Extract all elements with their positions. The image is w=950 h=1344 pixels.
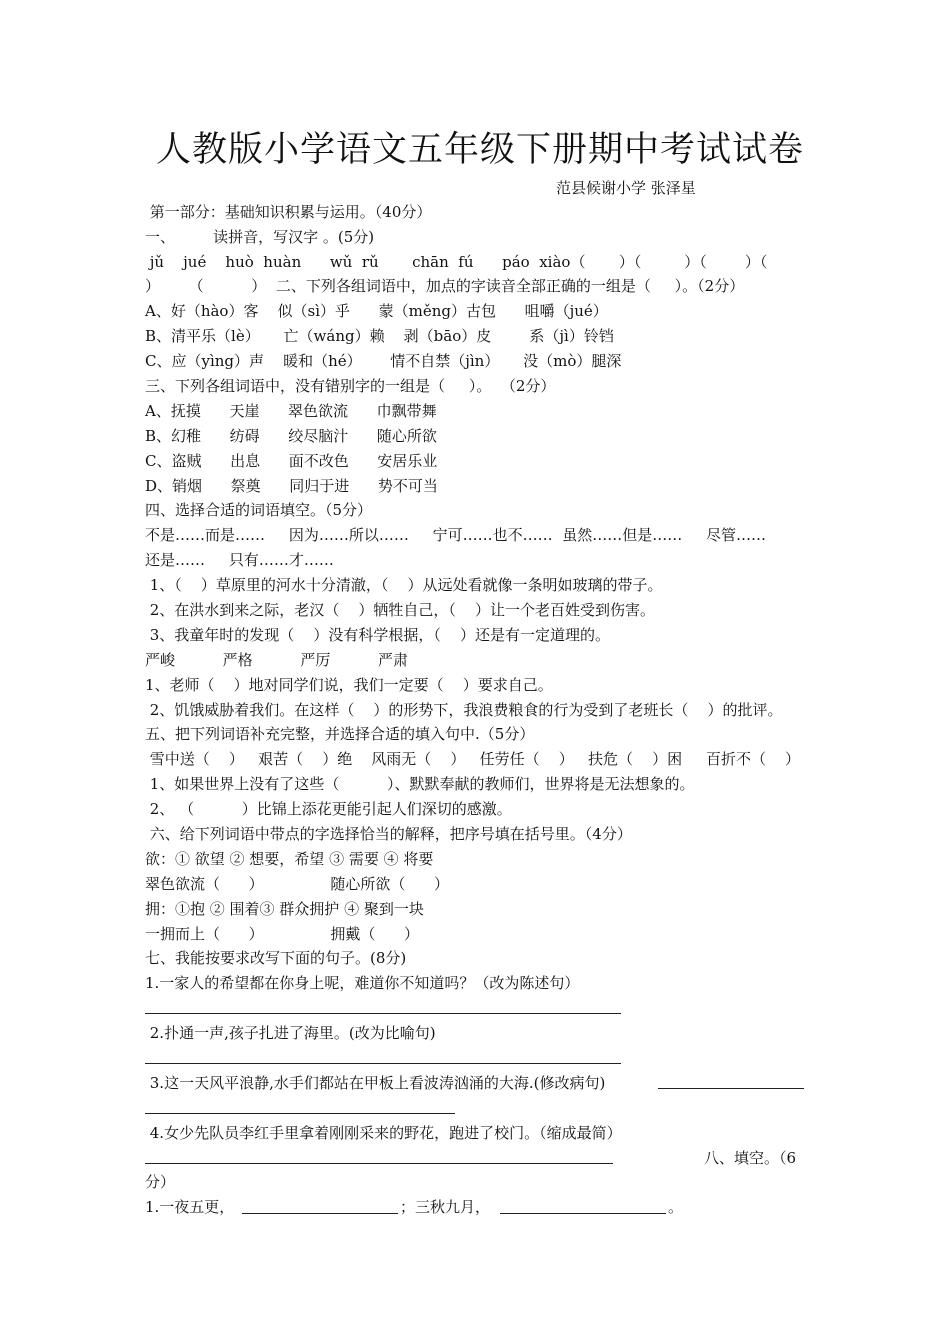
q5-words: 雪中送（ ） 艰苦（ ）绝 风雨无（ ） 任劳任（ ） 扶危（ ）困 百折不（ ）: [145, 750, 801, 768]
answer-line[interactable]: [145, 1013, 621, 1014]
q6-definitions-2: 拥：①抱 ② 围着③ 群众拥护 ④ 聚到一块: [145, 900, 424, 918]
q3-heading: 三、下列各组词语中，没有错别字的一组是（ ）。 （2分）: [145, 377, 556, 395]
q6-definitions-1: 欲：① 欲望 ② 想要，希望 ③ 需要 ④ 将要: [145, 850, 434, 868]
q7-item-2: 2.扑通一声,孩子扎进了海里。(改为比喻句): [145, 1024, 436, 1042]
q4-item-2: 2、在洪水到来之际，老汉（ ）牺牲自己，（ ）让一个老百姓受到伤害。: [145, 601, 655, 619]
q7-item-1: 1.一家人的希望都在你身上呢，难道你不知道吗？（改为陈述句）: [145, 974, 580, 992]
answer-line[interactable]: [145, 1163, 613, 1164]
q2-option-c: C、应（yìng）声 暖和（hé） 情不自禁（jìn） 没（mò）腿深: [145, 352, 622, 370]
answer-line[interactable]: [145, 1113, 455, 1114]
q4-item-3: 3、我童年时的发现（ ）没有科学根据，（ ）还是有一定道理的。: [145, 626, 610, 644]
q8-heading-cont: 分）: [145, 1173, 176, 1191]
q5-heading: 五、把下列词语补充完整，并选择合适的填入句中.（5分）: [145, 725, 535, 743]
q8-item-1-end: 。: [668, 1198, 684, 1216]
q4-word-bank-1: 不是……而是…… 因为……所以…… 宁可……也不…… 虽然……但是…… 尽管……: [145, 526, 767, 544]
q7-item-3: 3.这一天风平浪静,水手们都站在甲板上看波涛汹涌的大海.(修改病句): [145, 1074, 606, 1092]
q1-heading: 一、 读拼音，写汉字 。(5分): [145, 228, 375, 246]
q8-item-1-middle: ；三秋九月，: [400, 1198, 491, 1216]
page-title: 人教版小学语文五年级下册期中考试试卷: [155, 130, 804, 170]
answer-line[interactable]: [145, 1063, 621, 1064]
part-one-heading: 第一部分：基础知识积累与运用。（40分）: [145, 203, 432, 221]
q4-word-bank-3: 严峻 严格 严厉 严肃: [145, 651, 409, 669]
author-line: 范县候谢小学 张泽星: [556, 179, 696, 197]
q2-option-a: A、好（hào）客 似（sì）乎 蒙（měng）古包 咀嚼（jué）: [145, 302, 608, 320]
q7-heading: 七、我能按要求改写下面的句子。(8分): [145, 949, 407, 967]
q4-heading: 四、选择合适的词语填空。（5分）: [145, 501, 373, 519]
answer-line[interactable]: [500, 1213, 666, 1214]
q8-heading: 八、填空。（6: [704, 1149, 797, 1167]
q6-heading: 六、给下列词语中带点的字选择恰当的解释，把序号填在括号里。（4分）: [145, 825, 632, 843]
q4-word-bank-2: 还是…… 只有……才……: [145, 551, 334, 569]
q5-item-1: 1、如果世界上没有了这些（ ）、默默奉献的教师们，世界将是无法想象的。: [145, 775, 695, 793]
q3-option-b: B、幻稚 纺碍 绞尽脑汁 随心所欲: [145, 427, 437, 445]
q1-pinyin: jǔ jué huò huàn wǔ rǔ chān fú páo xiào（ ）（ ）（ ）（: [145, 253, 768, 271]
q3-option-d: D、销烟 祭奠 同归于进 势不可当: [145, 477, 438, 495]
answer-line[interactable]: [242, 1213, 398, 1214]
q4-item-4: 1、老师（ ）地对同学们说，我们一定要（ ）要求自己。: [145, 676, 553, 694]
q5-item-2: 2、 （ ）比锦上添花更能引起人们深切的感激。: [145, 800, 512, 818]
q4-item-5: 2、饥饿威胁着我们。在这样（ ）的形势下，我浪费粮食的行为受到了老班长（ ）的批评。: [145, 701, 783, 719]
q6-items-2: 一拥而上（ ） 拥戴（ ）: [145, 925, 419, 943]
q3-option-a: A、抚摸 天崖 翠色欲流 巾飘带舞: [145, 402, 437, 420]
q7-item-4: 4.女少先队员李红手里拿着刚刚采来的野花，跑进了校门。（缩成最简）: [145, 1124, 622, 1142]
answer-line[interactable]: [658, 1088, 804, 1089]
q6-items-1: 翠色欲流（ ） 随心所欲（ ）: [145, 875, 449, 893]
q8-item-1-start: 1.一夜五更，: [145, 1198, 235, 1216]
q3-option-c: C、盗贼 出息 面不改色 安居乐业: [145, 452, 438, 470]
q2-option-b: B、清平乐（lè） 亡（wáng）赖 剥（bāo）皮 系（jì）铃铛: [145, 327, 614, 345]
q4-item-1: 1、（ ）草原里的河水十分清澈，（ ）从远处看就像一条明如玻璃的带子。: [145, 576, 663, 594]
q1-q2-line: ） （ ） 二、下列各组词语中，加点的字读音全部正确的一组是（ ）。（2分）: [145, 277, 745, 295]
